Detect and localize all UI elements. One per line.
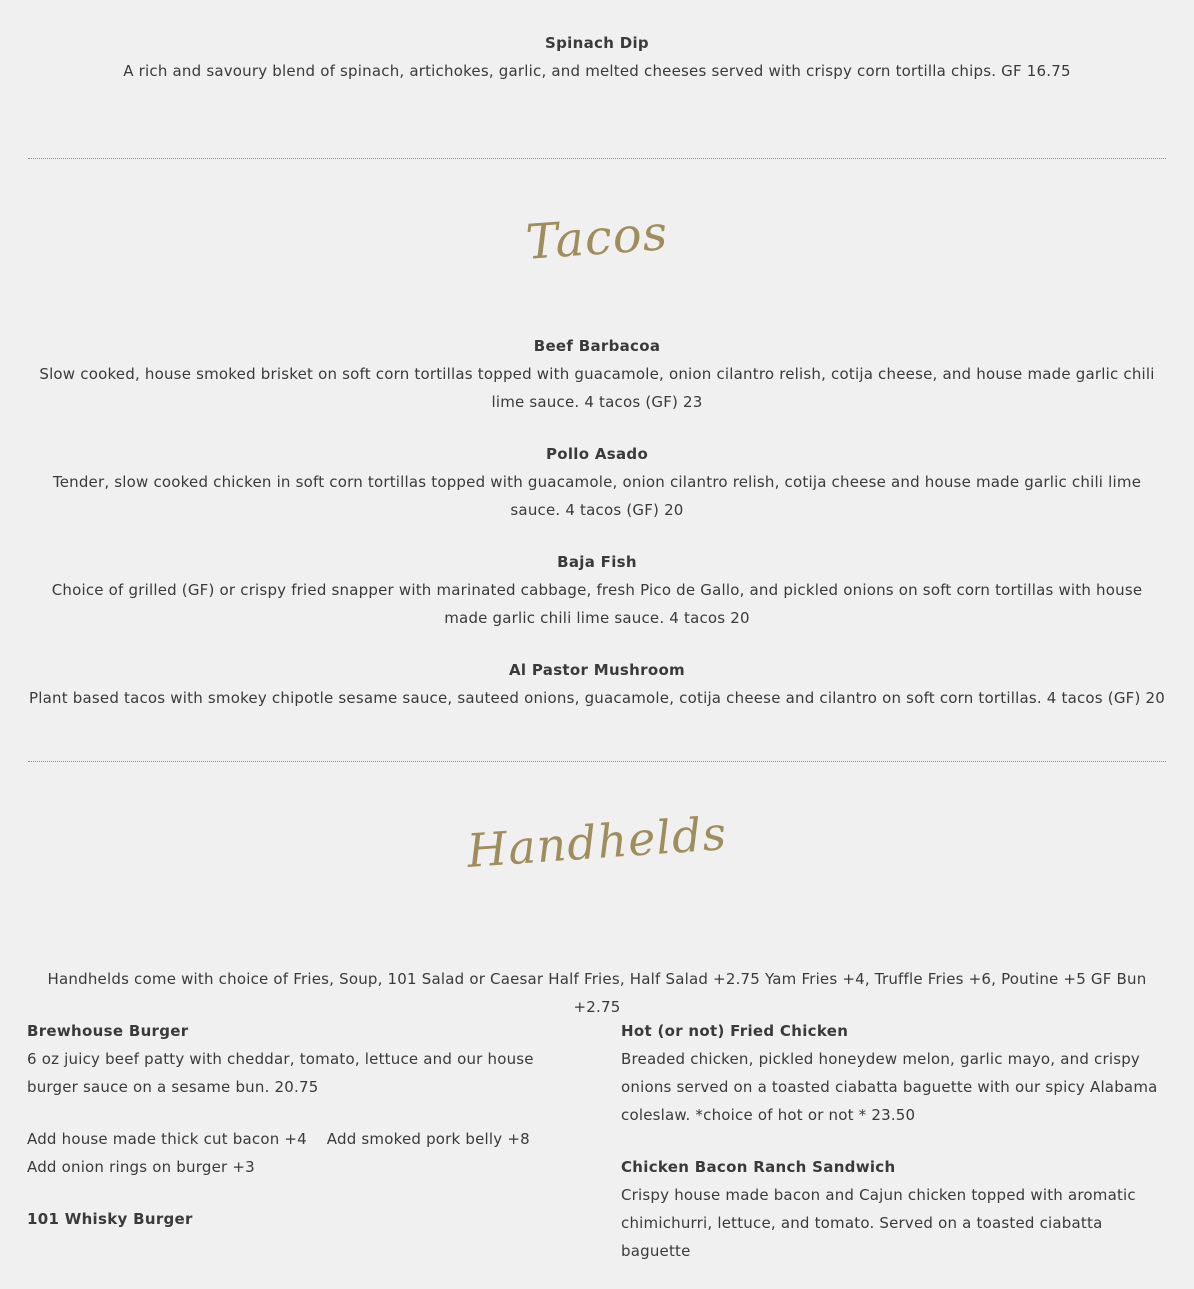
item-title: Al Pastor Mushroom	[509, 661, 685, 679]
item-description: Plant based tacos with smokey chipotle sesame sauce, sauteed onions, guacamole, cotija cheese and cilantro on soft corn tortillas. 4 tacos (GF) 20	[29, 689, 1165, 707]
item-title: Chicken Bacon Ranch Sandwich	[621, 1158, 896, 1176]
menu-item-chicken-bacon-ranch	[621, 1153, 1166, 1265]
item-title: Brewhouse Burger	[27, 1022, 189, 1040]
item-description: Choice of grilled (GF) or crispy fried snapper with marinated cabbage, fresh Pico de Gallo, and pickled onions on soft corn tortillas with house made garlic chili lime sauce. 4 tacos 20	[51, 581, 1143, 627]
handhelds-right-column	[621, 1017, 1166, 1289]
add-ons-text: Add house made thick cut bacon +4 Add smoked pork belly +8 Add onion rings on burger +3	[27, 1130, 550, 1176]
menu-item-101-whisky-burger	[27, 1205, 567, 1233]
item-title: Hot (or not) Fried Chicken	[621, 1022, 849, 1040]
handhelds-sides-note	[28, 965, 1166, 1021]
item-title: Beef Barbacoa	[533, 337, 661, 355]
handhelds-left-column	[27, 1017, 567, 1257]
item-description: A rich and savoury blend of spinach, artichokes, garlic, and melted cheeses served with crispy corn tortilla chips. GF 16.75	[123, 62, 1071, 80]
burger-add-ons	[27, 1125, 567, 1181]
item-description: Tender, slow cooked chicken in soft corn tortillas topped with guacamole, onion cilantro relish, cotija cheese and house made garlic chili lime sauce. 4 tacos (GF) 20	[52, 473, 1142, 519]
sides-note-text: Handhelds come with choice of Fries, Soup, 101 Salad or Caesar Half Fries, Half Salad +2.75 Yam Fries +4, Truffle Fries +6, Poutine +5 GF Bun +2.75	[47, 970, 1147, 1016]
section-divider	[28, 158, 1166, 159]
menu-item-hot-fried-chicken	[621, 1017, 1166, 1129]
item-title: Spinach Dip	[545, 34, 649, 52]
item-description: Crispy house made bacon and Cajun chicken topped with aromatic chimichurri, lettuce, and tomato. Served on a toasted ciabatta baguette	[621, 1186, 1136, 1260]
item-title: Baja Fish	[557, 553, 637, 571]
section-heading-tacos: Tacos	[524, 205, 670, 271]
item-description: 6 oz juicy beef patty with cheddar, tomato, lettuce and our house burger sauce on a sesame bun. 20.75	[27, 1050, 534, 1096]
item-title: Pollo Asado	[545, 445, 649, 463]
menu-item-spinach-dip	[28, 29, 1166, 85]
item-description: Slow cooked, house smoked brisket on soft corn tortillas topped with guacamole, onion cilantro relish, cotija cheese, and house made garlic chili lime sauce. 4 tacos (GF) 23	[39, 365, 1155, 411]
item-title: 101 Whisky Burger	[27, 1210, 193, 1228]
item-description: Breaded chicken, pickled honeydew melon, garlic mayo, and crispy onions served on a toasted ciabatta baguette with our spicy Alabama coleslaw. *choice of hot or not * 23.50	[621, 1050, 1158, 1124]
menu-item-al-pastor-mushroom	[28, 656, 1166, 712]
menu-item-brewhouse-burger	[27, 1017, 567, 1101]
section-divider	[28, 761, 1166, 762]
menu-item-pollo-asado	[28, 440, 1166, 524]
menu-item-beef-barbacoa	[28, 332, 1166, 416]
menu-item-baja-fish	[28, 548, 1166, 632]
section-heading-handhelds: Handhelds	[465, 805, 729, 879]
